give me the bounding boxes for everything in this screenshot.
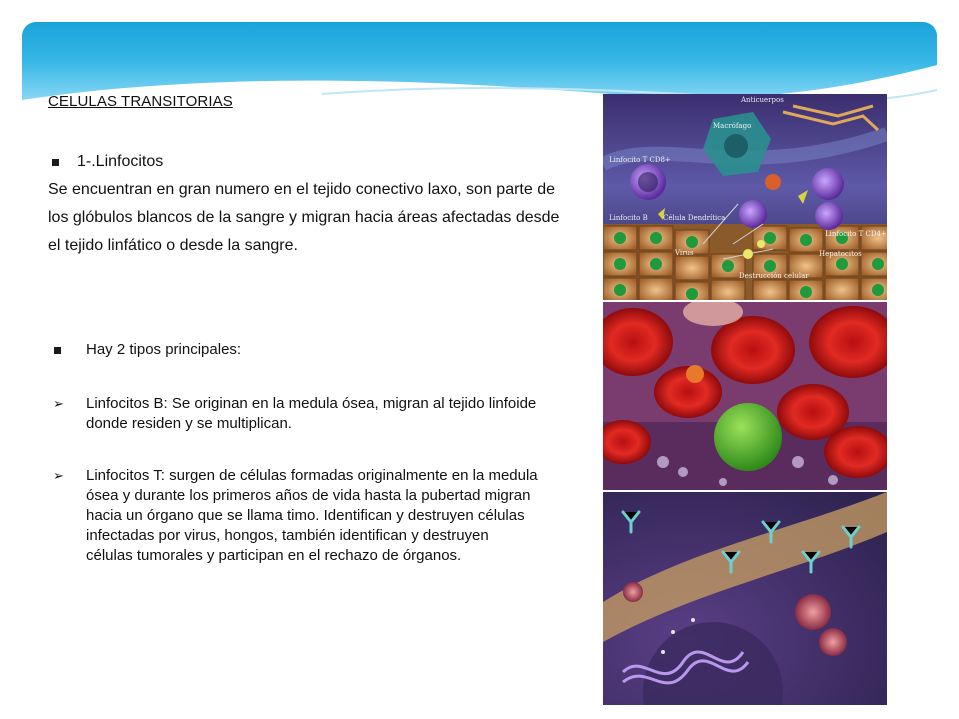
square-bullet-icon (52, 159, 59, 166)
bullet-marker (48, 394, 86, 414)
label-virus: Virus (675, 249, 694, 257)
bullet-marker (48, 340, 86, 360)
bullet-item-linfocitos-b (48, 394, 538, 434)
slide-heading: CELULAS TRANSITORIAS (48, 93, 233, 110)
arrow-bullet-icon: ➢ (53, 396, 64, 411)
illustration-strip (603, 94, 887, 705)
label-tcd8: Linfocito T CD8+ (609, 156, 671, 164)
label-destruccion: Destrucción celular (739, 272, 809, 280)
bullet-text: Hay 2 tipos principales: (86, 341, 242, 358)
label-anticuerpos: Anticuerpos (741, 96, 784, 104)
label-tcd4: Linfocito T CD4+ (825, 230, 887, 238)
label-linfocito-b: Linfocito B (609, 214, 648, 222)
label-macrofago: Macrófago (713, 122, 752, 130)
bullet-item-tipos (48, 340, 538, 360)
blood-cells-illustration (603, 302, 887, 490)
slide-content (48, 92, 568, 564)
bullet-marker (48, 466, 86, 486)
intro-paragraph: Se encuentran en gran numero en el tejido conectivo laxo, son parte de los glóbulos blancos de la sangre y migran hacia áreas afectadas desde el tejido linfático o desde la sangre. (48, 181, 560, 254)
section-title-row (48, 148, 568, 176)
bullet-text: Linfocitos B: Se originan en la medula ósea, migran al tejido linfoide donde residen y se multiplican. (86, 395, 537, 432)
label-hepatocitos: Hepatocitos (819, 250, 862, 258)
bullet-text: Linfocitos T: surgen de células formadas originalmente en la medula ósea y durante los primeros años de vida hasta la pubertad migran hacia un órgano que se llama timo. Identifican y destruyen células infectadas por virus, hongos, también identifican y destruyen células tumorales y participan en el rechazo de órganos. (86, 467, 538, 564)
antibodies-dna-illustration (603, 492, 887, 705)
label-celula-dendritica: Célula Dendrítica (663, 214, 726, 222)
square-bullet-icon (54, 347, 61, 354)
immune-response-illustration (603, 94, 887, 300)
linfocitos-intro (48, 148, 568, 260)
section-title: 1-.Linfocitos (77, 153, 164, 170)
bullet-item-linfocitos-t (48, 466, 538, 566)
arrow-bullet-icon: ➢ (53, 468, 64, 483)
